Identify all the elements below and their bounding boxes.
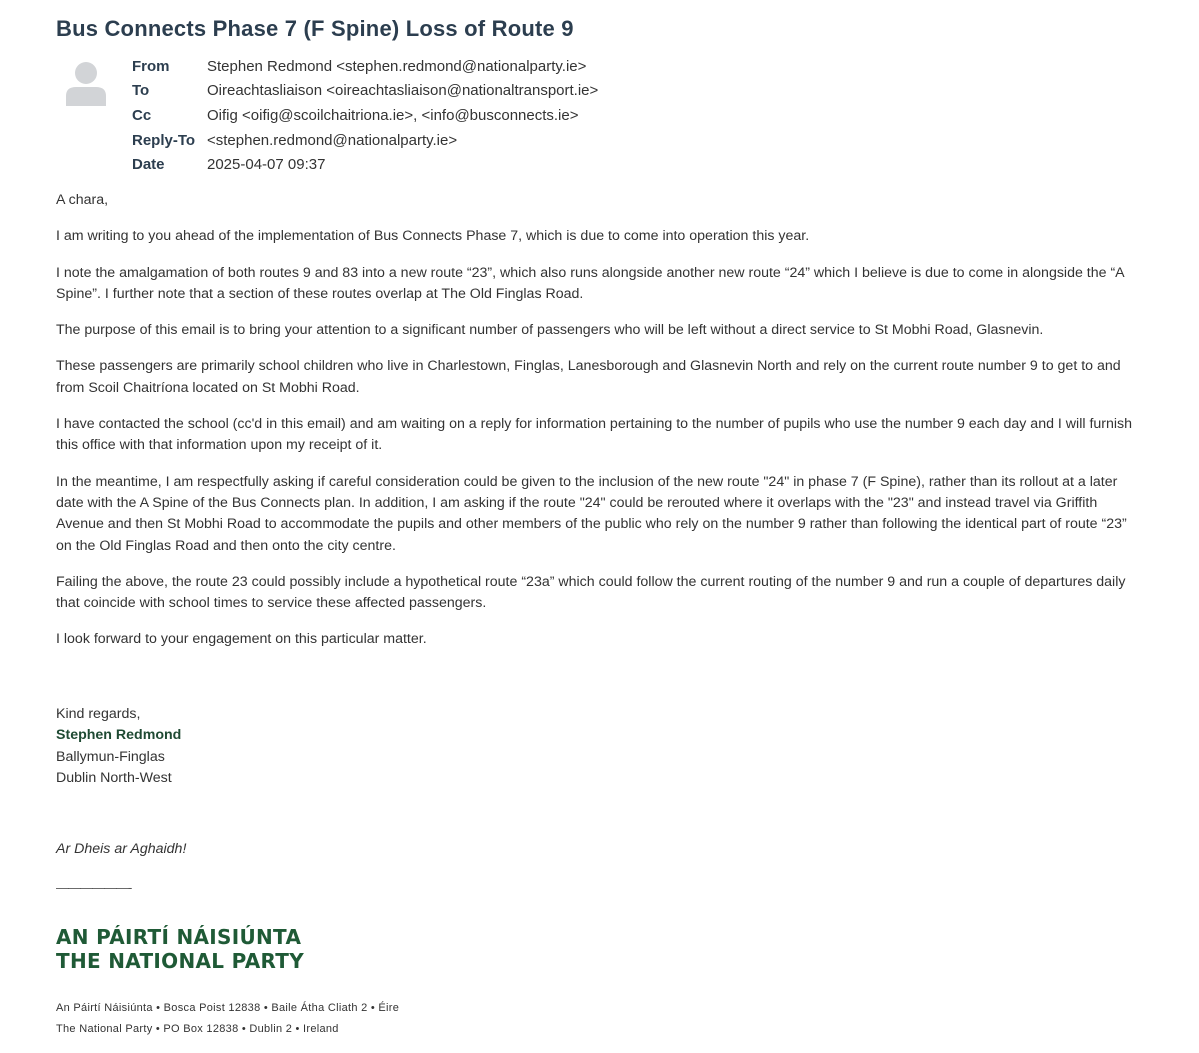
header-from: [132, 54, 598, 79]
cc-addresses[interactable]: Oifig <oifig@scoilchaitriona.ie>, <info@busconnects.ie>: [207, 106, 579, 124]
header-label: Cc: [132, 106, 152, 124]
address-irish: An Páirtí Náisiúnta • Bosca Poist 12838 • Baile Átha Cliath 2 • Éire: [56, 1002, 400, 1014]
signature-line: Dublin North-West: [56, 769, 172, 786]
signature-line: Ballymun-Finglas: [56, 748, 165, 765]
header-label: Date: [132, 156, 165, 174]
recipient-address[interactable]: Oireachtasliaison <oireachtasliaison@nationaltransport.ie>: [207, 82, 599, 100]
header-date: [132, 152, 598, 177]
body-paragraph: I look forward to your engagement on this particular matter.: [56, 631, 427, 648]
email-headers: [132, 54, 598, 177]
header-label: From: [132, 57, 170, 75]
logo-line: AN PÁIRTÍ NÁISIÚNTA: [56, 925, 302, 949]
email-body: [56, 190, 1146, 666]
header-reply-to: [132, 128, 598, 153]
body-paragraph: In the meantime, I am respectfully asking if careful consideration could be given to the inclusion of the new route "24" in phase 7 (F Spine), rather than its rollout at a later date with the A Spine of the Bus Connects plan. In addition, I am asking if the route "24" could be rerouted where it overlaps with the "23" and instead travel via Griffith Avenue and then St Mobhi Road to accommodate the pupils and other members of the public who rely on the number 9 rather than following the identical part of route “23” on the Old Finglas Road and then onto the city centre.: [56, 473, 1127, 554]
header-cc: [132, 103, 598, 128]
body-paragraph: I note the amalgamation of both routes 9 and 83 into a new route “23”, which also runs alongside another new route “24” which I believe is due to come in alongside the “A Spine”. I further note that a section of these routes overlap at The Old Finglas Road.: [56, 264, 1124, 302]
party-logo: [56, 925, 304, 973]
email-subject: Bus Connects Phase 7 (F Spine) Loss of Route 9: [56, 16, 574, 41]
signature-closing: Kind regards,: [56, 706, 141, 722]
header-label: Reply-To: [132, 131, 196, 149]
user-avatar-icon: [64, 60, 108, 106]
sender-address[interactable]: Stephen Redmond <stephen.redmond@nationalparty.ie>: [207, 57, 587, 75]
signature-divider: ——————-: [56, 880, 132, 895]
greeting: A chara,: [56, 192, 109, 208]
logo-line: THE NATIONAL PARTY: [56, 949, 305, 973]
signature-motto: Ar Dheis ar Aghaidh!: [56, 841, 187, 857]
address-english: The National Party • PO Box 12838 • Dublin 2 • Ireland: [56, 1023, 339, 1035]
reply-to-address[interactable]: <stephen.redmond@nationalparty.ie>: [207, 131, 458, 149]
body-paragraph: Failing the above, the route 23 could possibly include a hypothetical route “23a” which could follow the current routing of the number 9 and run a couple of departures daily that coincide with school times to service these affected passengers.: [56, 573, 1126, 612]
party-address: [56, 998, 399, 1040]
body-paragraph: These passengers are primarily school children who live in Charlestown, Finglas, Lanesborough and Glasnevin North and rely on the current route number 9 to get to and from Scoil Chaitríona located on St Mobhi Road.: [56, 358, 1121, 396]
body-paragraph: I have contacted the school (cc'd in this email) and am waiting on a reply for information pertaining to the number of pupils who use the number 9 each day and I will furnish this office with that information upon my receipt of it.: [56, 416, 1133, 454]
signature: [56, 704, 181, 789]
body-paragraph: The purpose of this email is to bring your attention to a significant number of passengers who will be left without a direct service to St Mobhi Road, Glasnevin.: [56, 322, 1044, 339]
signature-name: Stephen Redmond: [56, 727, 182, 744]
body-paragraph: I am writing to you ahead of the implementation of Bus Connects Phase 7, which is due to come into operation this year.: [56, 228, 810, 245]
header-label: To: [132, 82, 150, 100]
sent-date: 2025-04-07 09:37: [207, 156, 326, 174]
header-to: [132, 79, 598, 104]
